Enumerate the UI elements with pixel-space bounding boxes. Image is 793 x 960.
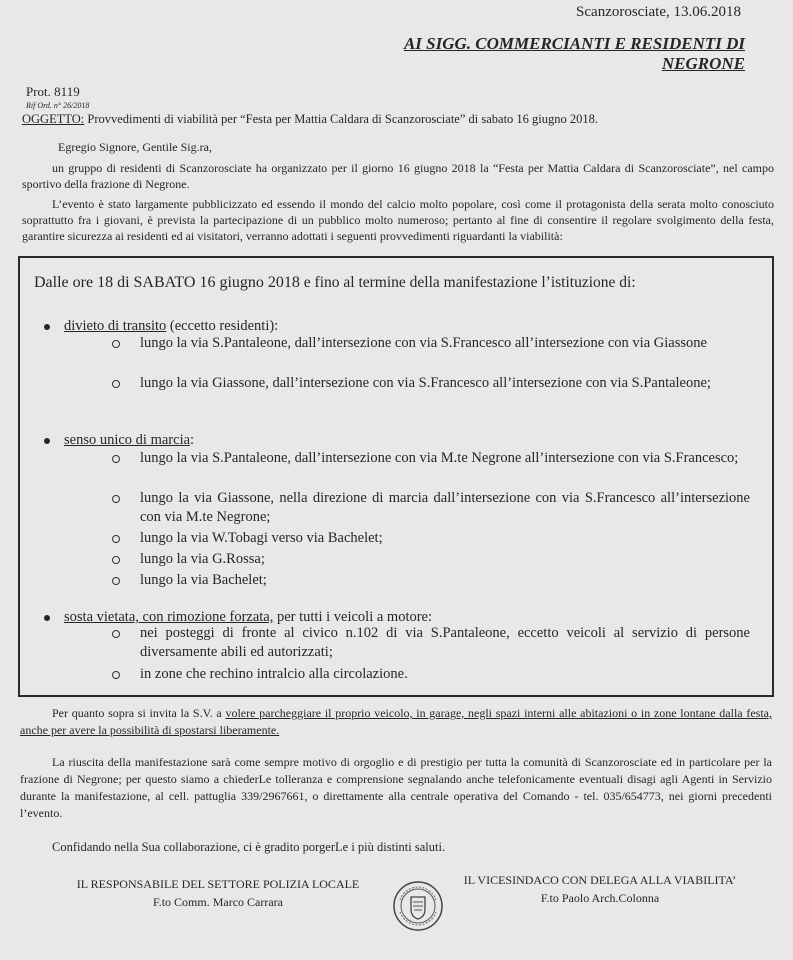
list-item: lungo la via Giassone, nella direzione di marcia dall’intersezione con via S.Francesco all’intersezione con via M.te Negrone; — [140, 490, 750, 525]
parking-invite — [20, 705, 772, 739]
intro-paragraph-1: un gruppo di residenti di Scanzorosciate ha organizzato per il giorno 16 giugno 2018 la “Festa per Mattia Caldara di Scanzorosciate”, nel campo sportivo della frazione di Negrone. — [22, 161, 774, 191]
ordinance-reference: Rif Ord. n° 26/2018 — [26, 101, 90, 110]
list-item: lungo la via W.Tobagi verso via Bachelet; — [140, 529, 750, 548]
municipal-stamp-seal — [392, 880, 444, 932]
list-item: nei posteggi di fronte al civico n.102 di via S.Pantaleone, eccetto veicoli al servizio di persone diversamente abili ed autorizzati; — [140, 625, 750, 660]
list-item: lungo la via Bachelet; — [140, 571, 750, 590]
section-heading-tail: (eccetto residenti): — [166, 318, 279, 334]
signature-right-title: IL VICESINDACO CON DELEGA ALLA VIABILITA’ — [463, 873, 737, 887]
section-heading: sosta vietata, con rimozione forzata, — [64, 609, 274, 625]
parking-invite-lead: Per quanto sopra si invita la S.V. a — [52, 706, 226, 720]
signature-left-title: IL RESPONSABILE DEL SETTORE POLIZIA LOCALE — [76, 877, 360, 891]
section-divieto-transito — [44, 318, 278, 335]
section-heading-tail: : — [190, 432, 195, 448]
list-item: in zone che rechino intralcio alla circolazione. — [140, 665, 750, 684]
provisions-heading-rest: e fino al termine della manifestazione l’istituzione di: — [299, 274, 636, 291]
subject-line — [22, 112, 598, 127]
signature-right-name: F.to Paolo Arch.Colonna — [540, 891, 660, 905]
protocol-number: Prot. 8119 — [26, 84, 80, 99]
signature-left — [58, 875, 378, 911]
greeting: Egregio Signore, Gentile Sig.ra, — [58, 140, 212, 154]
section-heading: divieto di transito — [64, 318, 167, 334]
intro-paragraph-2: L’evento è stato largamente pubblicizzato ed essendo il mondo del calcio molto popolare, così come il protagonista della serata molto conosciuto soprattutto fra i giovani, è prevista la partecipazione di un pubblico molto numeroso; pertanto al fine di consentire il regolare svolgimento della festa, garantire sicurezza ai residenti ed ai visitatori, verranno adottati i seguenti provvedimenti riguardanti la viabilità: — [22, 197, 774, 243]
section-heading: senso unico di marcia — [64, 432, 191, 448]
salutation: Confidando nella Sua collaborazione, ci è gradito porgerLe i più distinti saluti. — [52, 840, 446, 854]
list-item: lungo la via Giassone, dall’intersezione con via S.Francesco all’intersezione con via S.Pantaleone; — [140, 374, 750, 393]
list-item: lungo la via S.Pantaleone, dall’intersezione con via M.te Negrone all’intersezione con via S.Francesco; — [140, 449, 750, 468]
closing-paragraph: La riuscita della manifestazione sarà come sempre motivo di orgoglio e di prestigio per tutta la comunità di Scanzorosciate ed in particolare per la frazione di Negrone; per questo siamo a chiederLe tolleranza e comprensione segnalando anche telefonicamente eventuali disagi agli Agenti in Servizio durante la manifestazione, al cell. pattuglia 339/2967661, o direttamente alla centrale operativa del Comando - tel. 035/654773, nei giorni precedenti l’evento. — [20, 755, 772, 820]
list-item: lungo la via S.Pantaleone, dall’intersezione con via S.Francesco all’intersezione con via Giassone — [140, 334, 750, 353]
bullet-icon — [44, 438, 50, 444]
parking-invite-underlined: volere parcheggiare il proprio veicolo, in garage, negli spazi interni alle abitazioni o in zone lontane dalla festa, anche per avere la possibilità di spostarsi liberamente. — [20, 706, 772, 737]
bullet-icon — [44, 324, 50, 330]
recipient-line-2: NEGRONE — [661, 54, 745, 73]
provisions-heading — [34, 274, 636, 292]
provisions-heading-date: Dalle ore 18 di SABATO 16 giugno 2018 — [34, 274, 300, 291]
list-item: lungo la via G.Rossa; — [140, 550, 750, 569]
subject-text: Provvedimenti di viabilità per “Festa per Mattia Caldara di Scanzorosciate” di sabato 16 giugno 2018. — [84, 112, 599, 126]
recipient-address — [404, 34, 745, 74]
signature-left-name: F.to Comm. Marco Carrara — [152, 895, 283, 909]
provisions-box — [18, 256, 774, 697]
recipient-line-1: AI SIGG. COMMERCIANTI E RESIDENTI DI — [403, 34, 745, 53]
bullet-icon — [44, 615, 50, 621]
section-heading-tail: per tutti i veicoli a motore: — [273, 609, 433, 625]
letter-date: Scanzorosciate, 13.06.2018 — [576, 4, 741, 20]
section-senso-unico — [44, 432, 194, 449]
subject-label: OGGETTO: — [22, 112, 85, 126]
signature-right — [440, 871, 760, 907]
